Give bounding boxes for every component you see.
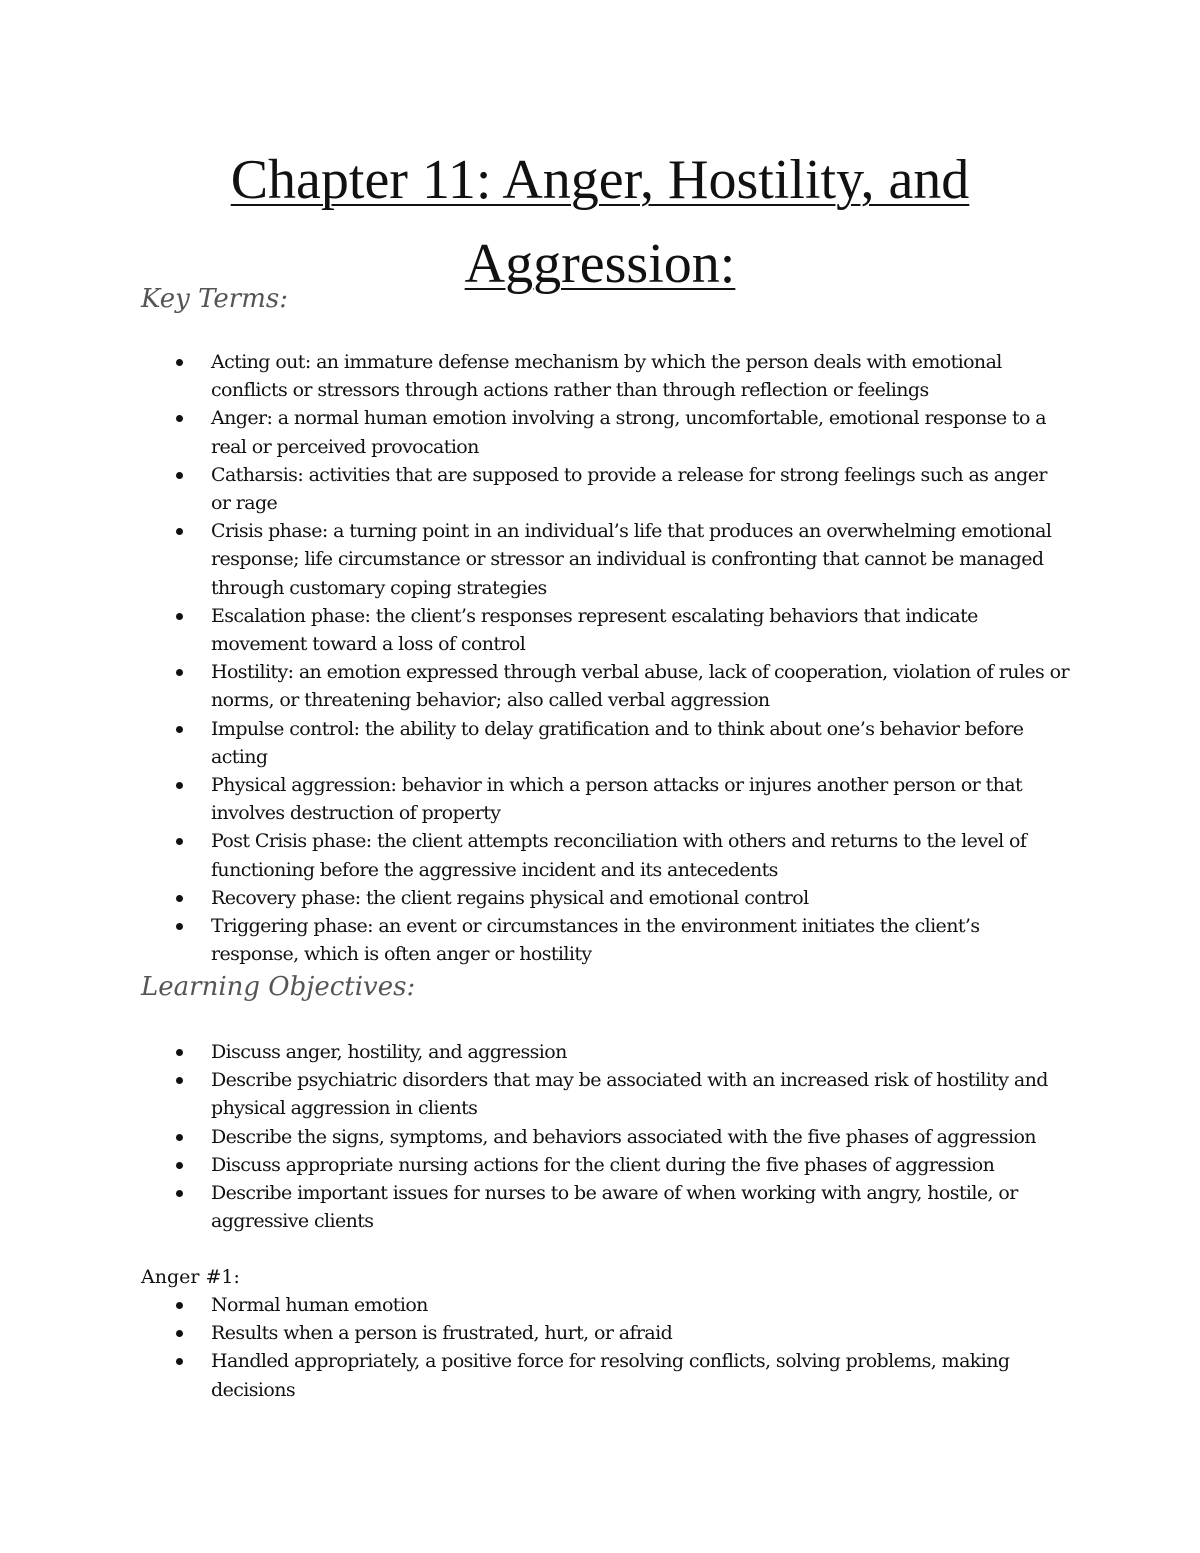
bullet-icon xyxy=(176,1162,183,1169)
key-terms-list xyxy=(0,348,1200,968)
list-item: Normal human emotion xyxy=(0,1291,1200,1319)
list-item: Anger: a normal human emotion involving a strong, uncomfortable, emotional response to a real or perceived provocation xyxy=(0,404,1200,460)
anger-1-heading: Anger #1: xyxy=(141,1266,240,1288)
bullet-icon xyxy=(176,923,183,930)
list-item: Post Crisis phase: the client attempts reconciliation with others and returns to the level of functioning before the aggressive incident and its antecedents xyxy=(0,827,1200,883)
list-item: Describe the signs, symptoms, and behaviors associated with the five phases of aggression xyxy=(0,1123,1200,1151)
list-item: Acting out: an immature defense mechanism by which the person deals with emotional conflicts or stressors through actions rather than through reflection or feelings xyxy=(0,348,1200,404)
bullet-icon xyxy=(176,415,183,422)
bullet-icon xyxy=(176,1330,183,1337)
list-item: Escalation phase: the client’s responses represent escalating behaviors that indicate movement toward a loss of control xyxy=(0,602,1200,658)
list-item: Crisis phase: a turning point in an individual’s life that produces an overwhelming emotional response; life circumstance or stressor an individual is confronting that cannot be managed through customary coping strategies xyxy=(0,517,1200,602)
page-title xyxy=(140,138,1060,306)
bullet-icon xyxy=(176,895,183,902)
list-item: Results when a person is frustrated, hurt, or afraid xyxy=(0,1319,1200,1347)
bullet-icon xyxy=(176,472,183,479)
list-item: Describe psychiatric disorders that may be associated with an increased risk of hostility and physical aggression in clients xyxy=(0,1066,1200,1122)
bullet-icon xyxy=(176,359,183,366)
bullet-icon xyxy=(176,782,183,789)
anger-1-list xyxy=(0,1291,1200,1404)
bullet-icon xyxy=(176,528,183,535)
key-terms-heading: Key Terms: xyxy=(141,284,288,314)
list-item: Triggering phase: an event or circumstances in the environment initiates the client’s response, which is often anger or hostility xyxy=(0,912,1200,968)
bullet-icon xyxy=(176,613,183,620)
title-line-2: Aggression: xyxy=(464,233,736,295)
bullet-icon xyxy=(176,838,183,845)
bullet-icon xyxy=(176,1302,183,1309)
list-item: Hostility: an emotion expressed through verbal abuse, lack of cooperation, violation of rules or norms, or threatening behavior; also called verbal aggression xyxy=(0,658,1200,714)
list-item: Discuss appropriate nursing actions for the client during the five phases of aggression xyxy=(0,1151,1200,1179)
list-item: Recovery phase: the client regains physical and emotional control xyxy=(0,884,1200,912)
bullet-icon xyxy=(176,1049,183,1056)
bullet-icon xyxy=(176,726,183,733)
list-item: Catharsis: activities that are supposed to provide a release for strong feelings such as anger or rage xyxy=(0,461,1200,517)
list-item: Describe important issues for nurses to be aware of when working with angry, hostile, or aggressive clients xyxy=(0,1179,1200,1235)
list-item: Handled appropriately, a positive force for resolving conflicts, solving problems, making decisions xyxy=(0,1347,1200,1403)
learning-objectives-list xyxy=(0,1038,1200,1235)
bullet-icon xyxy=(176,1358,183,1365)
list-item: Physical aggression: behavior in which a person attacks or injures another person or that involves destruction of property xyxy=(0,771,1200,827)
learning-objectives-heading: Learning Objectives: xyxy=(141,972,416,1002)
bullet-icon xyxy=(176,1190,183,1197)
bullet-icon xyxy=(176,1134,183,1141)
list-item: Impulse control: the ability to delay gratification and to think about one’s behavior before acting xyxy=(0,715,1200,771)
bullet-icon xyxy=(176,1077,183,1084)
title-line-1: Chapter 11: Anger, Hostility, and xyxy=(230,149,970,211)
bullet-icon xyxy=(176,669,183,676)
list-item: Discuss anger, hostility, and aggression xyxy=(0,1038,1200,1066)
